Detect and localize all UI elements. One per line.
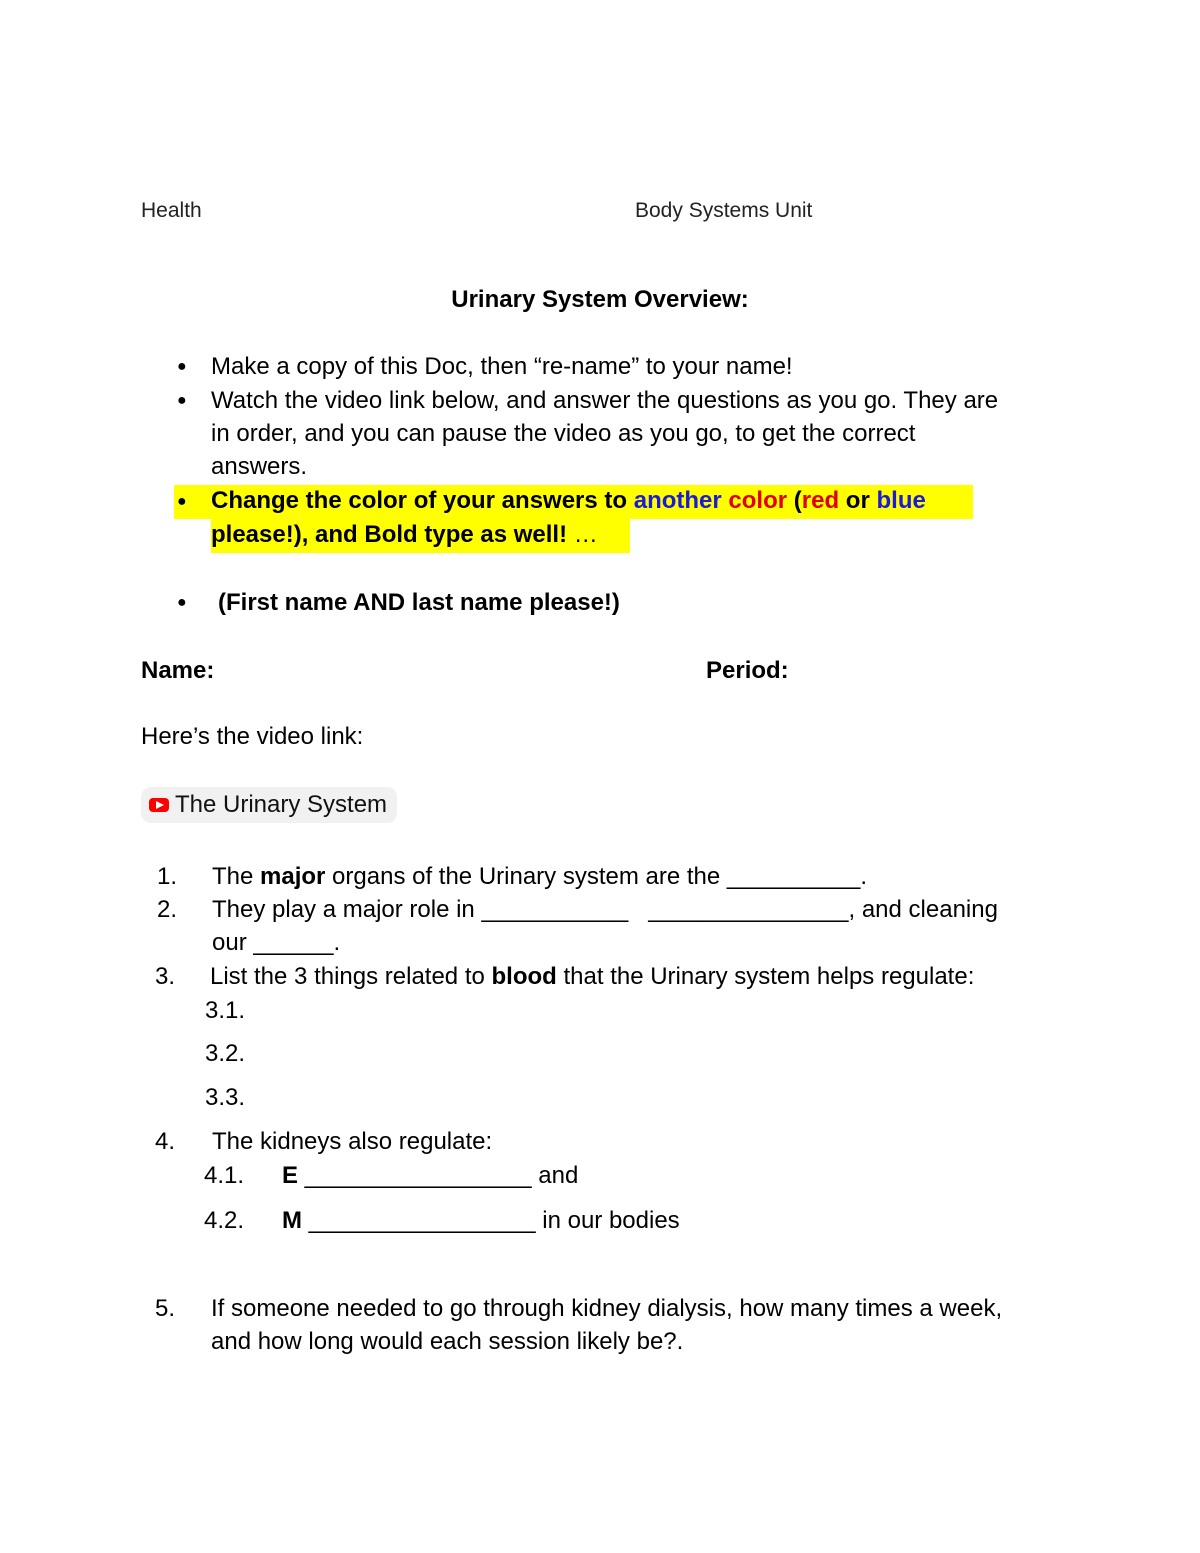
video-link-label: The Urinary System bbox=[175, 791, 388, 818]
page-title: Urinary System Overview: bbox=[451, 286, 749, 313]
bullet-watch-line3: answers. bbox=[211, 453, 308, 480]
ellipsis: … bbox=[567, 521, 598, 548]
sub-item-number: 3.3. bbox=[205, 1084, 246, 1111]
question-number: 2. bbox=[157, 896, 178, 923]
bullet-watch-line1: Watch the video link below, and answer the questions as you go. They are bbox=[211, 387, 999, 414]
question-4-2 bbox=[282, 1204, 680, 1238]
sub-item-letter: M bbox=[282, 1207, 302, 1234]
paren-open: ( bbox=[787, 487, 802, 514]
word-red: red bbox=[801, 487, 840, 514]
word-another: another bbox=[633, 487, 722, 514]
bullet-change-color-line2 bbox=[211, 518, 598, 552]
question-4: The kidneys also regulate: bbox=[212, 1128, 493, 1155]
question-4-1 bbox=[282, 1159, 578, 1193]
question-text: organs of the Urinary system are the __________. bbox=[325, 863, 868, 890]
sub-item-number: 4.2. bbox=[204, 1207, 245, 1234]
bullet-dot: ● bbox=[177, 594, 187, 611]
sub-item-text: _________________ in our bodies bbox=[302, 1207, 680, 1234]
word-or: or bbox=[839, 487, 877, 514]
name-label: Name: bbox=[141, 657, 215, 684]
question-5-line1: If someone needed to go through kidney dialysis, how many times a week, bbox=[211, 1295, 1003, 1322]
sub-item-text: _________________ and bbox=[298, 1162, 579, 1189]
question-bold-word: major bbox=[260, 863, 326, 890]
header-unit: Body Systems Unit bbox=[635, 199, 813, 222]
sub-item-number: 3.2. bbox=[205, 1040, 246, 1067]
word-blue: blue bbox=[876, 487, 926, 514]
youtube-icon bbox=[149, 798, 169, 812]
question-number: 5. bbox=[155, 1295, 176, 1322]
question-number: 3. bbox=[155, 963, 176, 990]
bullet-please-text: please!), and Bold type as well! bbox=[211, 521, 568, 548]
question-text: List the 3 things related to bbox=[210, 963, 492, 990]
question-bold-word: blood bbox=[491, 963, 557, 990]
bullet-change-text: Change the color of your answers to bbox=[211, 487, 634, 514]
video-link-chip[interactable] bbox=[141, 787, 397, 823]
question-number: 1. bbox=[157, 863, 178, 890]
question-text: that the Urinary system helps regulate: bbox=[556, 963, 975, 990]
question-5-line2: and how long would each session likely be?. bbox=[211, 1328, 684, 1355]
bullet-change-color-line1 bbox=[211, 484, 926, 518]
question-number: 4. bbox=[155, 1128, 176, 1155]
bullet-full-name: (First name AND last name please!) bbox=[218, 589, 620, 616]
bullet-copy-doc: Make a copy of this Doc, then “re-name” to your name! bbox=[211, 353, 793, 380]
bullet-dot: ● bbox=[177, 358, 187, 375]
sub-item-number: 4.1. bbox=[204, 1162, 245, 1189]
question-3 bbox=[210, 960, 974, 994]
question-2-line2: our ______. bbox=[212, 929, 341, 956]
bullet-watch-line2: in order, and you can pause the video as you go, to get the correct bbox=[211, 420, 916, 447]
bullet-dot: ● bbox=[177, 392, 187, 409]
video-intro: Here’s the video link: bbox=[141, 723, 364, 750]
sub-item-letter: E bbox=[282, 1162, 299, 1189]
bullet-dot: ● bbox=[177, 493, 187, 510]
period-label: Period: bbox=[706, 657, 789, 684]
question-text: The bbox=[212, 863, 261, 890]
header-subject: Health bbox=[141, 199, 202, 222]
question-1 bbox=[212, 860, 867, 894]
sub-item-number: 3.1. bbox=[205, 997, 246, 1024]
word-color: color bbox=[728, 487, 788, 514]
question-2-line1: They play a major role in ___________ _______________, and cleaning bbox=[212, 896, 998, 923]
